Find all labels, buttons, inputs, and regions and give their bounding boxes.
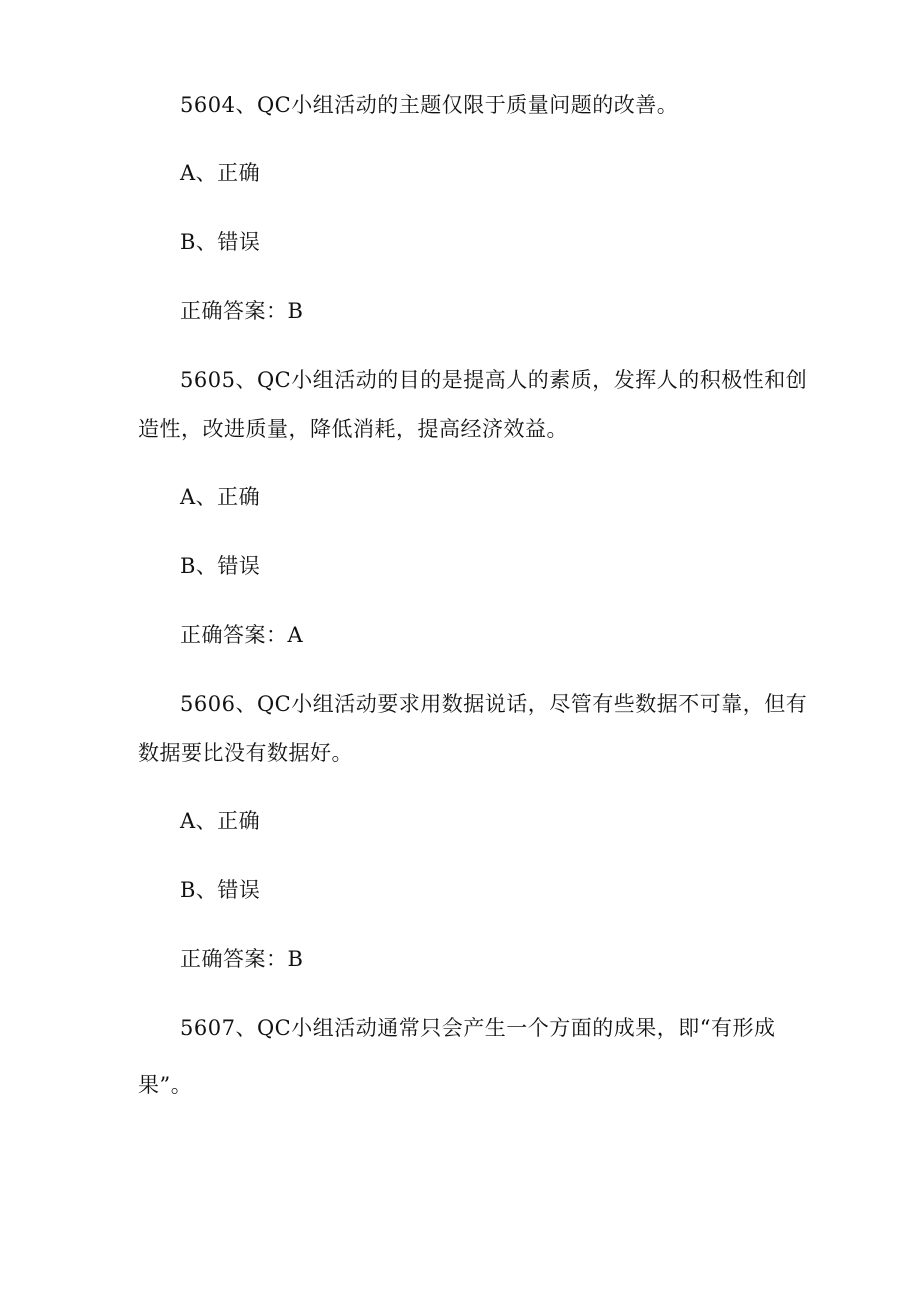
question-5607-stem-line1: 5607、QC小组活动通常只会产生一个方面的成果，即“有形成 <box>180 1016 776 1040</box>
question-5605-option-a: A、正确 <box>180 485 261 509</box>
question-5606-option-b: B、错误 <box>180 878 261 902</box>
question-5606-stem-line1: 5606、QC小组活动要求用数据说话，尽管有些数据不可靠，但有 <box>180 692 808 716</box>
question-5604-stem: 5604、QC小组活动的主题仅限于质量问题的改善。 <box>180 93 679 117</box>
question-5606-option-a: A、正确 <box>180 809 261 833</box>
question-5605-answer: 正确答案：A <box>180 623 304 647</box>
question-5604-option-b: B、错误 <box>180 230 261 254</box>
question-5605-option-b: B、错误 <box>180 554 261 578</box>
question-5604-option-a: A、正确 <box>180 161 261 185</box>
question-5604-answer: 正确答案：B <box>180 299 304 323</box>
question-5605-stem-line2: 造性，改进质量，降低消耗，提高经济效益。 <box>138 417 568 441</box>
question-5607-stem-line2: 果”。 <box>138 1073 193 1097</box>
question-5606-stem-line2: 数据要比没有数据好。 <box>138 741 353 765</box>
question-5605-stem-line1: 5605、QC小组活动的目的是提高人的素质，发挥人的积极性和创 <box>180 368 808 392</box>
question-5606-answer: 正确答案：B <box>180 947 304 971</box>
